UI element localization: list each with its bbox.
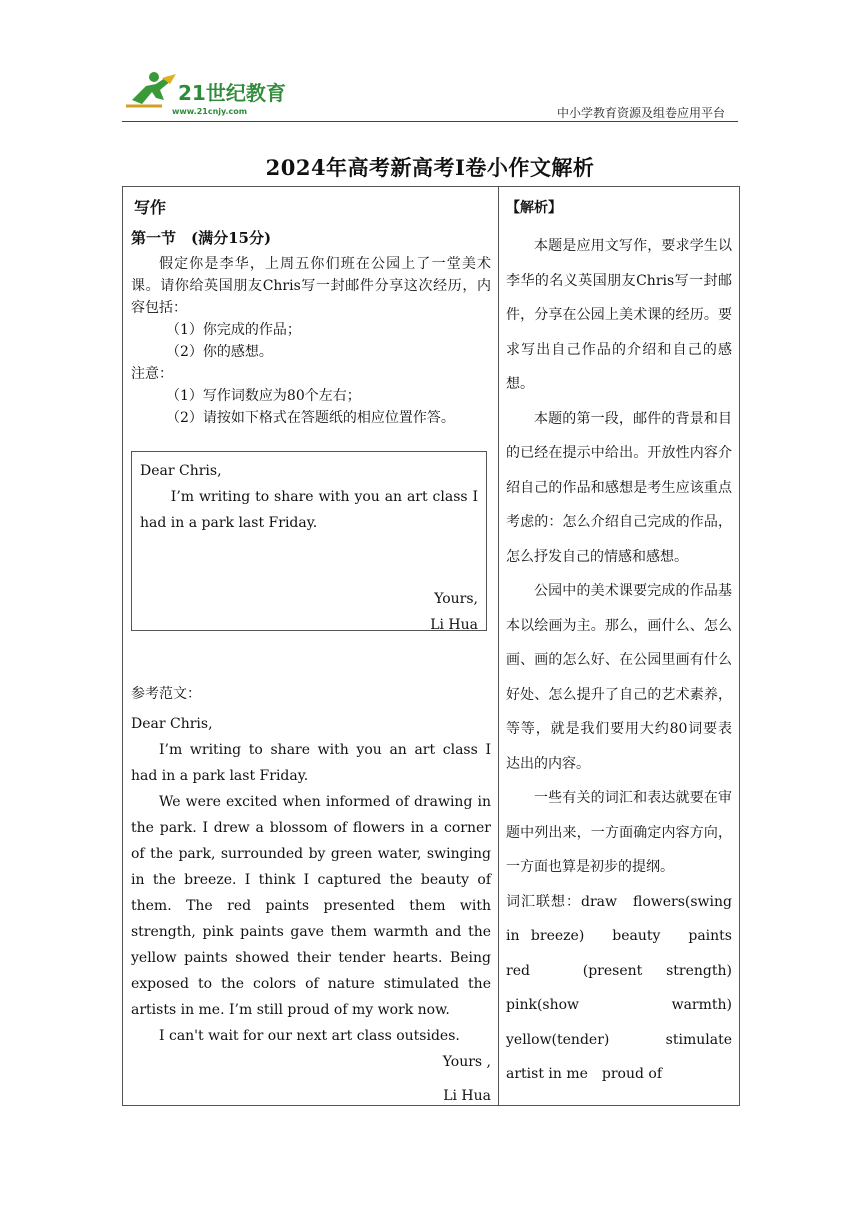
task-item: （2）你的感想。 [166,344,273,360]
platform-name: 中小学教育资源及组卷应用平台 [556,106,725,120]
sample-essay [131,711,491,1109]
notice-label: 注意： [131,366,173,382]
sample-paragraph: I can't wait for our next art class outsides. [159,1028,460,1044]
page-title: 2024年高考新高考I卷小作文解析 [265,155,595,180]
svg-text:www.21cnjy.com: www.21cnjy.com [172,107,248,116]
letter-format-box [131,451,487,631]
letter-greeting: Dear Chris, [140,463,222,479]
writing-column [131,195,491,1109]
analysis-paragraph: 本题的第一段，邮件的背景和目的已经在提示中给出。开放性内容介绍自己的作品和感想是考生应该重点考虑的：怎么介绍自己完成的作品，怎么抒发自己的情感和感想。 [506,410,732,565]
letter-closing: Yours, [434,591,478,607]
logo-runner-icon [122,70,292,118]
content-table [122,186,746,1106]
task-prompt: 假定你是李华，上周五你们班在公园上了一堂美术课。请你给英国朋友Chris写一封邮件分享这次经历，内容包括： [131,256,491,316]
analysis-heading: 【解析】 [506,200,562,216]
analysis-paragraph: 公园中的美术课要完成的作品基本以绘画为主。那么，画什么、怎么画、画的怎么好、在公园里画有什么好处、怎么提升了自己的艺术素养，等等，就是我们要用大约80词要表达出的内容。 [506,583,732,772]
writing-heading: 写作 [134,198,167,217]
sample-closing: Yours , [442,1054,491,1070]
analysis-column [506,195,746,1092]
site-logo [122,70,292,118]
sample-paragraph: We were excited when informed of drawing in the park. I drew a blossom of flowers in a corner of the park, surrounded by green water, swinging in the breeze. I think I captured the beauty of them. The red paints presented them with strength, pink paints gave them warmth and the yellow paints showed their tender hearts. Being exposed to the colors of nature stimulated the artists in me. I’m still proud of my work now. [131,794,491,1018]
sample-label: 参考范文： [131,686,201,702]
header-divider [122,121,738,122]
svg-text:21世纪教育: 21世纪教育 [178,81,286,105]
sample-paragraph: I’m writing to share with you an art class I had in a park last Friday. [131,742,491,784]
letter-signature: Li Hua [430,617,478,633]
column-divider [498,187,499,1105]
notice-item: （1）写作词数应为80个左右； [166,388,361,404]
sample-signature: Li Hua [443,1088,491,1104]
letter-opening: I’m writing to share with you an art class I had in a park last Friday. [140,489,478,531]
sample-greeting: Dear Chris, [131,716,213,732]
notice-item: （2）请按如下格式在答题纸的相应位置作答。 [166,410,455,426]
section-title: 第一节 (满分15分) [131,229,272,247]
task-item: （1）你完成的作品； [166,322,301,338]
analysis-paragraph: 一些有关的词汇和表达就要在审题中列出来，一方面确定内容方向，一方面也算是初步的提纲。 [506,790,732,875]
vocabulary-list: 词汇联想：draw flowers(swing in breeze) beauty paints red (present strength) pink(show warmth) yellow(tender) stimulate artist in me proud of [506,893,746,1082]
analysis-paragraph: 本题是应用文写作，要求学生以李华的名义英国朋友Chris写一封邮件，分享在公园上美术课的经历。要求写出自己作品的介绍和自己的感想。 [506,238,732,392]
